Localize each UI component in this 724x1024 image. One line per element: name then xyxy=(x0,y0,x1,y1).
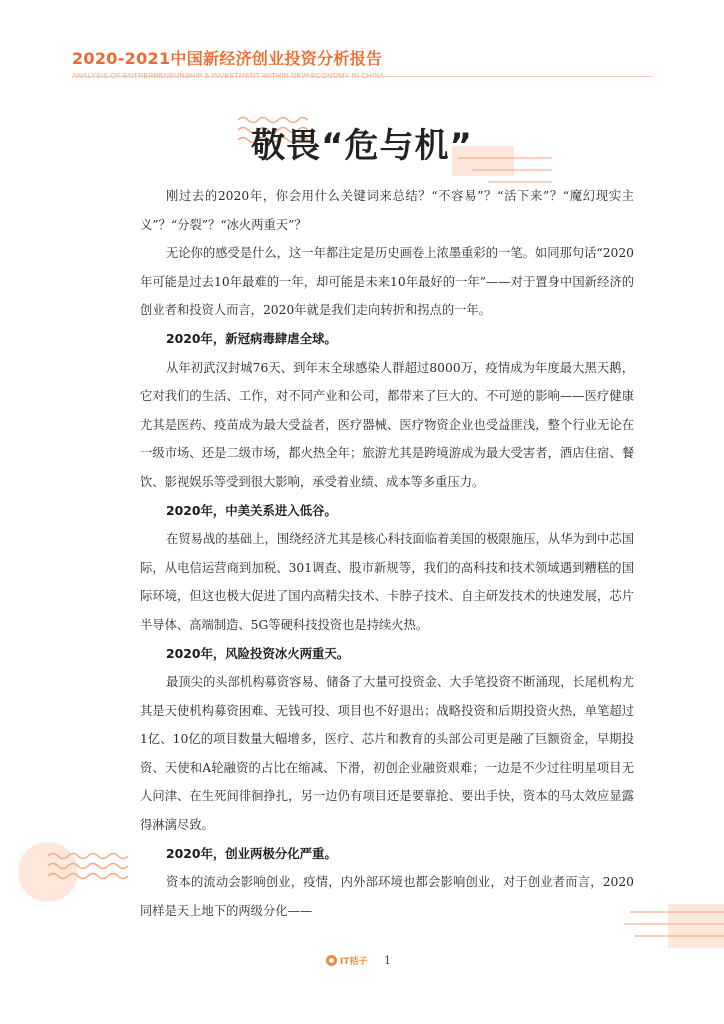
section-heading: 2020年，中美关系进入低谷。 xyxy=(166,502,337,518)
report-header xyxy=(72,46,385,80)
orange-logo-icon xyxy=(326,955,337,966)
paragraph: 资本的流动会影响创业，疫情，内外部环境也都会影响创业，对于创业者而言，2020同样是天上地下的两级分化—— xyxy=(140,875,634,918)
article-body xyxy=(140,182,634,925)
page-title: 敬畏“危与机” xyxy=(251,126,473,166)
section-heading: 2020年，风险投资冰火两重天。 xyxy=(166,645,350,661)
section-heading: 2020年，创业两极分化严重。 xyxy=(166,845,337,861)
paragraph: 在贸易战的基础上，围绕经济尤其是核心科技面临着美国的极限施压，从华为到中芯国际，从电信运营商到加税、301调查、股市新规等，我们的高科技和技术领域遇到糟糕的国际环境，但这也极大促进了国内高精尖技术、卡脖子技术、自主研发技术的快速发展，芯片半导体、高端制造、5G等硬科技投资也是持续火热。 xyxy=(140,532,634,632)
section-heading: 2020年，新冠病毒肆虐全球。 xyxy=(166,330,337,346)
paragraph: 最顶尖的头部机构募资容易、储备了大量可投资金、大手笔投资不断涌现，长尾机构尤其是天使机构募资困难、无钱可投、项目也不好退出；战略投资和后期投资火热，单笔超过1亿、10亿的项目数量大幅增多，医疗、芯片和教育的头部公司更是融了巨额资金，早期投资、天使和A轮融资的占比在缩减、下滑，初创企业融资艰难；一边是不少过往明星项目无人问津、在生死间徘徊挣扎，另一边仍有项目还是要靠抢、要出手快，资本的马太效应显露得淋漓尽致。 xyxy=(140,675,634,833)
paragraph: 从年初武汉封城76天、到年末全球感染人群超过8000万，疫情成为年度最大黑天鹅，它对我们的生活、工作，对不同产业和公司，都带来了巨大的、不可逆的影响——医疗健康尤其是医药、疫苗成为最大受益者，医疗器械、医疗物资企业也受益匪浅，整个行业无论在一级市场、还是二级市场，都火热全年；旅游尤其是跨境游成为最大受害者，酒店住宿、餐饮、影视娱乐等受到很大影响，承受着业绩、成本等多重压力。 xyxy=(140,360,634,489)
header-divider xyxy=(72,76,652,77)
paragraph: 无论你的感受是什么，这一年都注定是历史画卷上浓墨重彩的一笔。如同那句话“2020年可能是过去10年最难的一年，却可能是未来10年最好的一年”——对于置身中国新经济的创业者和投资人而言，2020年就是我们走向转折和拐点的一年。 xyxy=(140,246,634,318)
paragraph: 刚过去的2020年，你会用什么关键词来总结？“不容易”？“活下来”？“魔幻现实主义”？“分裂”？“冰火两重天”？ xyxy=(140,189,634,232)
bottom-right-decoration-lines xyxy=(624,908,724,944)
itjuzi-logo xyxy=(326,954,368,967)
report-title: 2020-2021中国新经济创业投资分析报告 xyxy=(72,49,383,68)
page-footer xyxy=(0,952,724,976)
logo-text: IT桔子 xyxy=(340,957,368,967)
bottom-left-decoration-waves xyxy=(46,848,138,884)
page-number: 1 xyxy=(384,954,391,967)
